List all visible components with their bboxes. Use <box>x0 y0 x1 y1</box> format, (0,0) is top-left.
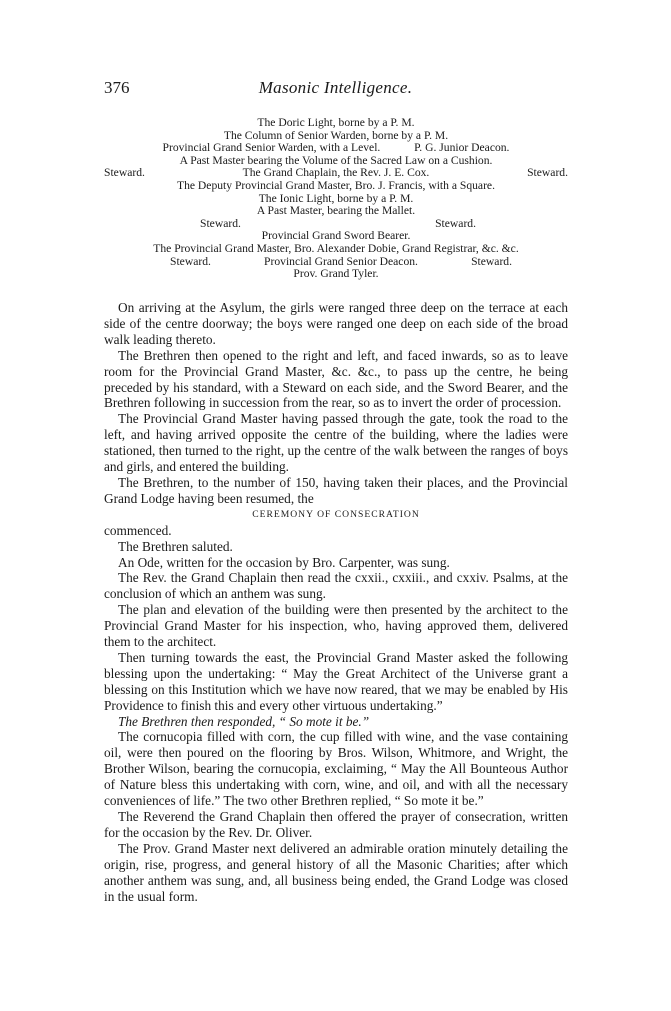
running-title: Masonic Intelligence. <box>258 78 413 97</box>
paragraph: The Brethren, to the number of 150, having taken their places, and the Provincial Grand Lodge having been resumed, the <box>104 474 568 506</box>
procession-entry: Steward. <box>170 254 211 268</box>
paragraph: commenced. <box>104 522 172 538</box>
procession-entry: P. G. Junior Deacon. <box>414 141 510 155</box>
procession-entry: Steward. <box>471 254 512 268</box>
procession-entry: The Grand Chaplain, the Rev. J. E. Cox. <box>242 166 430 180</box>
paragraph: The Brethren then responded, “ So mote it be.” <box>118 713 370 729</box>
procession-line: Prov. Grand Tyler. <box>293 267 379 281</box>
paragraph: The plan and elevation of the building were then presented by the architect to the Provincial Grand Master for his inspection, who, having approved them, delivered them to the architect. <box>104 602 568 650</box>
paragraph: The Reverend the Grand Chaplain then offered the prayer of consecration, written for the occasion by the Rev. Dr. Oliver. <box>104 809 568 840</box>
procession-order <box>104 117 568 281</box>
procession-line: The Ionic Light, borne by a P. M. <box>258 191 414 205</box>
article-body <box>104 300 568 904</box>
paragraph: The cornucopia filled with corn, the cup filled with wine, and the vase containing oil, were then poured on the flooring by Bros. Wilson, Whitmore, and Wright, the Brother Wilson, bearing the cornucopia, exclaiming, “ May the All Bounteous Author of Nature bless this undertaking with corn, wine, and oil, and with all the necessary conveniences of life.” The two other Brethren replied, “ So mote it be.” <box>104 729 568 809</box>
paragraph: On arriving at the Asylum, the girls were ranged three deep on the terrace at each side of the centre doorway; the boys were ranged one deep on each side of the broad walk leading thereto. <box>104 300 568 347</box>
page-header <box>104 78 567 100</box>
procession-entry: Steward. <box>104 166 145 180</box>
procession-line: The Provincial Grand Master, Bro. Alexander Dobie, Grand Registrar, &c. &c. <box>153 241 519 255</box>
paragraph: Then turning towards the east, the Provincial Grand Master asked the following blessing upon the undertaking: “ May the Great Architect of the Universe grant a blessing on this Institution which we have now reared, that we may be enabled by His Providence to finish this and every other virtuous undertaking.” <box>104 649 568 713</box>
paragraph: The Prov. Grand Master next delivered an admirable oration minutely detailing the origin, rise, progress, and general history of all the Masonic Charities; after which another anthem was sung, and, all business being ended, the Grand Lodge was closed in the usual form. <box>104 840 568 904</box>
procession-entry: Provincial Grand Senior Warden, with a Level. <box>162 141 381 155</box>
procession-entry: Steward. <box>435 216 476 230</box>
paragraph: The Provincial Grand Master having passed through the gate, took the road to the left, and having arrived opposite the centre of the building, where the ladies were stationed, then turned to the right, up the centre of the walk between the ranges of boys and girls, and entered the building. <box>104 411 568 475</box>
paragraph: The Rev. the Grand Chaplain then read the cxxii., cxxiii., and cxxiv. Psalms, at the conclusion of which an anthem was sung. <box>104 570 568 602</box>
section-subheading: CEREMONY OF CONSECRATION <box>252 508 420 520</box>
paragraph: The Brethren then opened to the right and left, and faced inwards, so as to leave room for the Provincial Grand Master, &c. &c., to pass up the centre, he being preceded by his standard, with a Steward on each side, and the Sword Bearer, and the Brethren following in succession from the rear, so as to invert the order of procession. <box>104 347 568 411</box>
procession-entry: Steward. <box>200 216 241 230</box>
procession-line: Provincial Grand Sword Bearer. <box>261 229 411 243</box>
procession-line: The Column of Senior Warden, borne by a P. M. <box>223 128 449 142</box>
paragraph: The Brethren saluted. <box>118 538 233 554</box>
procession-line: A Past Master, bearing the Mallet. <box>256 204 416 218</box>
procession-line: The Doric Light, borne by a P. M. <box>257 116 415 129</box>
procession-line <box>104 142 568 155</box>
procession-entry: Provincial Grand Senior Deacon. <box>264 254 418 268</box>
procession-entry: Steward. <box>527 166 568 180</box>
page-number: 376 <box>104 78 130 97</box>
procession-line: The Deputy Provincial Grand Master, Bro. J. Francis, with a Square. <box>177 178 495 192</box>
paragraph: An Ode, written for the occasion by Bro. Carpenter, was sung. <box>118 554 450 570</box>
procession-line: A Past Master bearing the Volume of the Sacred Law on a Cushion. <box>179 153 493 167</box>
